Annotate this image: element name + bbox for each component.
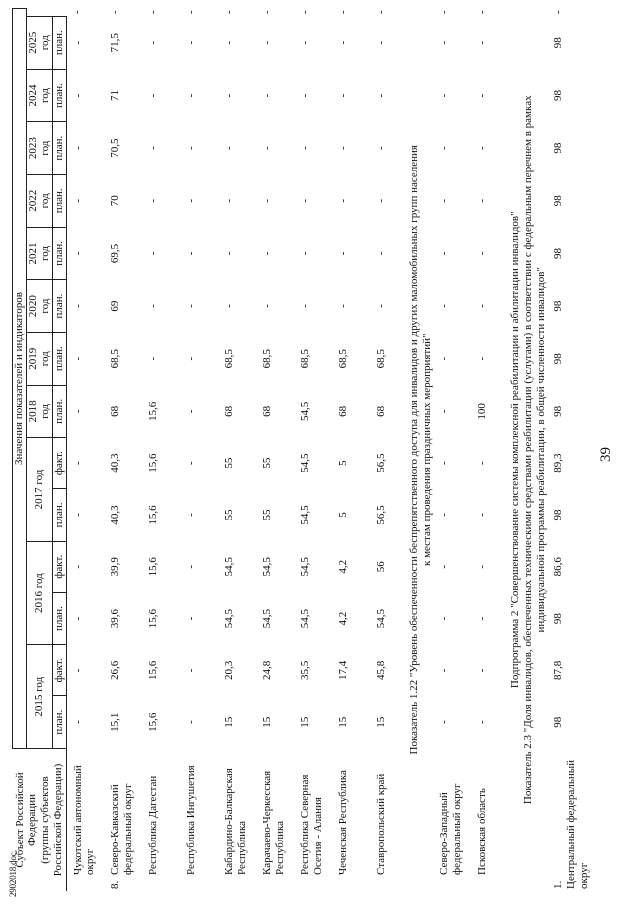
table-cell: 68,5: [299, 349, 312, 369]
table-cell: -: [438, 10, 451, 15]
table-cell: -: [185, 251, 198, 256]
table-cell: -: [438, 93, 451, 98]
header-year-num: 2023: [26, 137, 39, 160]
header-plan: план.: [52, 280, 66, 333]
table-cell: 68,5: [261, 349, 274, 369]
table-cell: 87,8: [552, 660, 565, 680]
table-row: [218, 9, 256, 892]
row-label-line: Республика: [273, 820, 286, 875]
row-label-text: [147, 776, 160, 875]
table-cell: -: [71, 198, 84, 203]
table-cell: -: [147, 146, 160, 150]
table-cell: 15,6: [147, 712, 160, 732]
table-row: [433, 9, 471, 892]
row-label-line: Центральный федеральный: [564, 759, 577, 889]
table-cell: 15,1: [109, 712, 122, 732]
table-cell: -: [71, 304, 84, 308]
table-cell: -: [476, 461, 489, 465]
table-cell: -: [147, 198, 160, 203]
table-cell: -: [261, 40, 274, 45]
table-cell: 98: [552, 195, 565, 207]
header-year-2020: [26, 280, 52, 333]
indicator-1-22: [408, 9, 433, 892]
header-year-word: год: [39, 298, 52, 314]
table-cell: -: [476, 564, 489, 569]
table-cell: -: [223, 93, 236, 98]
table-cell: 68,5: [109, 349, 122, 369]
table-cell: -: [147, 356, 160, 361]
table-cell: 5: [337, 460, 350, 466]
row-label: [471, 749, 509, 892]
table-cell: -: [185, 146, 198, 150]
table-cell: 15: [375, 716, 388, 728]
table-cell: -: [185, 720, 198, 725]
table-cell: -: [299, 146, 312, 150]
table-cell: 55: [261, 509, 274, 521]
header-subject-line: Российской Федерации): [51, 763, 64, 877]
row-label-text: [438, 784, 463, 875]
row-label-text: [109, 784, 134, 875]
table-cell: 54,5: [299, 505, 312, 525]
row-label-text: [185, 765, 198, 875]
indicators-table: [12, 8, 590, 891]
header-plan: план.: [52, 122, 66, 175]
header-year-2019: [26, 332, 52, 385]
table-cell: 98: [552, 37, 565, 49]
header-year-2022: [26, 174, 52, 227]
table-cell: -: [375, 93, 388, 98]
table-cell: -: [261, 146, 274, 150]
table-row: [180, 9, 218, 892]
table-cell: -: [71, 40, 84, 45]
indicator-2-3-line: Показатель 2.3 "Доля инвалидов, обеспеченных техническими средствами реабилитации (услугами) в соответствии с федеральным перечнем в рамках: [521, 95, 534, 805]
header-subject: [13, 749, 67, 892]
table-cell: -: [185, 304, 198, 308]
table-cell: 35,5: [299, 660, 312, 680]
table-cell: -: [185, 513, 198, 517]
table-cell: 15,6: [147, 557, 160, 577]
row-label-text: [565, 760, 590, 889]
row-label: [256, 749, 294, 892]
table-cell: -: [476, 251, 489, 256]
header-year-word: год: [39, 403, 52, 419]
table-cell: -: [71, 564, 84, 569]
table-cell: 100: [476, 403, 489, 420]
row-label: [142, 749, 180, 892]
table-cell: -: [185, 616, 198, 621]
table-cell: 15: [223, 716, 236, 728]
header-year-word: год: [39, 193, 52, 209]
row-label-line: Республика Ингушетия: [185, 765, 198, 875]
table-cell: 4,2: [337, 611, 350, 626]
table-cell: -: [476, 304, 489, 308]
row-label-text: [261, 771, 286, 875]
table-cell: 68: [375, 405, 388, 417]
table-cell: -: [438, 146, 451, 150]
table-cell: 54,5: [299, 401, 312, 421]
header-year-word: год: [39, 35, 52, 51]
table-cell: 15,6: [147, 505, 160, 525]
indicator-2-3-text: [522, 9, 547, 892]
subprogram-2-line: Подпрограмма 2 "Совершенствование системы комплексной реабилитации и абилитации инвалидов": [509, 211, 522, 689]
table-cell: 98: [552, 247, 565, 259]
header-year-num: 2025: [26, 31, 39, 54]
indicator-1-22-text: [408, 9, 433, 892]
table-cell: -: [337, 198, 350, 203]
row-label: [104, 749, 142, 892]
table-cell: -: [476, 668, 489, 673]
table-row: [104, 9, 142, 892]
header-year-word: год: [39, 351, 52, 367]
table-cell: 15,6: [147, 401, 160, 421]
row-label-line: округ: [577, 862, 590, 889]
table-cell: -: [185, 461, 198, 465]
row-label-text: [476, 788, 489, 875]
row-label: [370, 749, 408, 892]
table-cell: 26,6: [109, 660, 122, 680]
row-label-line: федеральный округ: [450, 783, 463, 875]
header-fact: факт.: [52, 438, 66, 489]
row-label: [294, 749, 332, 892]
header-year-2017: 2017 год: [26, 438, 52, 542]
header-year-num: 2024: [26, 84, 39, 107]
table-cell: -: [438, 409, 451, 414]
table-cell: 69,5: [109, 243, 122, 264]
table-cell: 56,5: [375, 453, 388, 473]
row-label-text: [223, 768, 248, 875]
table-row: [370, 9, 408, 892]
table-cell: -: [476, 356, 489, 361]
table-cell: 54,5: [299, 608, 312, 629]
table-cell: 69: [109, 300, 122, 312]
header-plan: план.: [52, 69, 66, 122]
row-label-line: Псковская область: [476, 788, 489, 875]
table-cell: -: [476, 616, 489, 621]
header-year-2021: [26, 227, 52, 280]
header-plan: план.: [52, 696, 66, 749]
table-cell: 20,3: [223, 660, 236, 680]
table-cell: -: [223, 40, 236, 45]
table-cell: 15: [337, 716, 350, 728]
table-cell: -: [438, 356, 451, 361]
table-cell: -: [71, 513, 84, 517]
table-cell: -: [261, 251, 274, 256]
table-cell: -: [71, 616, 84, 621]
row-label-line: Осетия - Алания: [311, 797, 324, 875]
table-cell: -: [476, 10, 489, 15]
table-cell: -: [71, 93, 84, 98]
row-label: [433, 749, 471, 892]
header-year-num: 2022: [26, 189, 39, 212]
table-row: [332, 9, 370, 892]
header-plan: план.: [52, 227, 66, 280]
table-cell: -: [71, 356, 84, 361]
table-cell: 89,3: [552, 453, 565, 473]
header-values-title: Значения показателей и индикаторов: [13, 9, 27, 749]
table-cell: -: [299, 40, 312, 45]
table-cell: -: [185, 40, 198, 45]
header-fact: факт.: [52, 645, 66, 696]
table-cell: 55: [223, 509, 236, 521]
footer-filename: 2902018.doc: [8, 852, 18, 897]
table-row: [294, 9, 332, 892]
header-year-2024: [26, 69, 52, 122]
row-label: [180, 749, 218, 892]
table-cell: -: [261, 93, 274, 98]
table-cell: 54,5: [223, 608, 236, 629]
table-cell: -: [185, 668, 198, 673]
table-cell: -: [185, 409, 198, 414]
table-cell: -: [261, 304, 274, 308]
table-cell: -: [261, 10, 274, 15]
table-cell: -: [438, 304, 451, 308]
table-cell: -: [438, 40, 451, 45]
header-year-word: год: [39, 140, 52, 156]
table-cell: -: [223, 10, 236, 15]
table-cell: -: [223, 304, 236, 308]
table-cell: -: [438, 668, 451, 673]
table-row: [256, 9, 294, 892]
table-row: [547, 9, 590, 892]
row-label-line: Северо-Кавказский: [109, 784, 122, 875]
table-cell: -: [552, 10, 565, 15]
row-label-text: [72, 765, 97, 875]
table-cell: 55: [261, 457, 274, 469]
header-row-1: [13, 9, 27, 892]
table-row: [66, 9, 104, 892]
header-plan: план.: [52, 385, 66, 438]
table-cell: 98: [552, 716, 565, 728]
table-cell: 98: [552, 613, 565, 625]
table-cell: -: [147, 10, 160, 15]
table-cell: 68: [261, 405, 274, 417]
row-label: [332, 749, 370, 892]
table-cell: -: [185, 93, 198, 98]
table-cell: -: [147, 251, 160, 256]
table-cell: -: [375, 251, 388, 256]
header-year-2025: [26, 16, 52, 69]
table-cell: 98: [552, 300, 565, 312]
table-cell: -: [337, 93, 350, 98]
row-label-line: Республика Северная: [299, 774, 312, 875]
table-cell: -: [438, 513, 451, 517]
table-cell: 68: [223, 405, 236, 417]
table-cell: 15,6: [147, 660, 160, 680]
header-plan: план.: [52, 16, 66, 69]
table-cell: -: [185, 564, 198, 569]
table-cell: -: [438, 616, 451, 621]
table-cell: -: [476, 513, 489, 517]
row-label-line: Карачаево-Черкесская: [261, 770, 274, 875]
table-cell: -: [109, 10, 122, 15]
table-cell: 5: [337, 512, 350, 518]
table-cell: -: [71, 668, 84, 673]
header-plan: план.: [52, 592, 66, 645]
table-cell: -: [337, 251, 350, 256]
table-cell: 56,5: [375, 505, 388, 525]
page-number: 39: [598, 447, 614, 462]
table-cell: 71,5: [109, 33, 122, 53]
subprogram-2: [509, 9, 522, 892]
table-cell: 98: [552, 90, 565, 102]
table-cell: -: [71, 146, 84, 150]
header-year-2023: [26, 122, 52, 175]
table-cell: -: [476, 93, 489, 98]
table-cell: -: [71, 409, 84, 414]
table-cell: 17,4: [337, 660, 350, 680]
table-cell: -: [147, 304, 160, 308]
row-label-text: [337, 770, 350, 875]
table-cell: -: [476, 40, 489, 45]
row-label: [547, 749, 590, 892]
table-cell: -: [375, 198, 388, 203]
table-cell: 71: [109, 90, 122, 102]
row-label-text: [375, 774, 388, 875]
header-year-num: 2020: [26, 295, 39, 318]
table-cell: -: [185, 356, 198, 361]
table-cell: -: [375, 40, 388, 45]
table-cell: -: [223, 198, 236, 203]
table-cell: -: [185, 198, 198, 203]
table-cell: -: [476, 146, 489, 150]
table-cell: -: [223, 251, 236, 256]
table-cell: 24,8: [261, 660, 274, 680]
header-subject-line: (группы субъектов: [39, 776, 52, 864]
table-cell: -: [299, 93, 312, 98]
table-cell: -: [185, 10, 198, 15]
row-label-line: Северо-Западный: [438, 792, 451, 875]
table-cell: 54,5: [261, 557, 274, 577]
table-cell: -: [337, 146, 350, 150]
table-cell: 54,5: [299, 557, 312, 577]
table-cell: -: [147, 40, 160, 45]
table-cell: 98: [552, 142, 565, 154]
table-cell: -: [337, 40, 350, 45]
table-cell: -: [71, 251, 84, 256]
table-cell: -: [147, 93, 160, 98]
table-cell: 15,6: [147, 608, 160, 629]
row-label: [218, 749, 256, 892]
table-cell: 54,5: [375, 608, 388, 629]
table-cell: 40,3: [109, 453, 122, 473]
table-cell: -: [337, 10, 350, 15]
table-cell: 40,3: [109, 505, 122, 525]
table-cell: -: [375, 146, 388, 150]
table-cell: -: [438, 461, 451, 465]
table-cell: -: [71, 10, 84, 15]
table-cell: 4,2: [337, 559, 350, 574]
table-cell: -: [299, 304, 312, 308]
table-row: [142, 9, 180, 892]
header-plan: план.: [52, 174, 66, 227]
table-cell: 70,5: [109, 138, 122, 158]
table-cell: -: [476, 720, 489, 725]
table-cell: 70: [109, 195, 122, 207]
table-cell: -: [299, 198, 312, 203]
header-year-num: 2021: [26, 242, 39, 265]
table-cell: 98: [552, 405, 565, 417]
table-cell: -: [476, 198, 489, 203]
header-subject-line: Субъект Российской Федерации: [13, 772, 39, 868]
table-cell: -: [438, 198, 451, 203]
row-label-line: Республика: [235, 820, 248, 875]
table-cell: 39,6: [109, 608, 122, 629]
indicator-2-3: [522, 9, 547, 892]
table-cell: 54,5: [299, 453, 312, 473]
table-cell: 68,5: [337, 349, 350, 369]
table-row: [471, 9, 509, 892]
row-label-line: Чукотский автономный: [71, 765, 84, 875]
subprogram-2-text: [509, 9, 522, 892]
header-year-2015: 2015 год: [26, 645, 52, 749]
header-plan: план.: [52, 332, 66, 385]
row-label-line: округ: [84, 848, 97, 875]
indicator-2-3-line: индивидуальной программы реабилитации, в общей численности инвалидов": [534, 267, 547, 633]
table-cell: -: [438, 564, 451, 569]
table-cell: 98: [552, 353, 565, 365]
table-cell: -: [337, 304, 350, 308]
row-label-text: [299, 775, 324, 875]
row-label-line: Республика Дагестан: [147, 775, 160, 875]
table-cell: -: [261, 198, 274, 203]
header-year-word: год: [39, 88, 52, 104]
row-label: [66, 749, 104, 892]
table-cell: -: [71, 461, 84, 465]
table-cell: -: [299, 251, 312, 256]
table-cell: -: [438, 720, 451, 725]
table-cell: 15: [299, 716, 312, 728]
row-label-line: Ставропольский край: [375, 773, 388, 875]
table-cell: -: [223, 146, 236, 150]
table-cell: -: [375, 304, 388, 308]
table-cell: 56: [375, 561, 388, 573]
table-cell: 98: [552, 509, 565, 521]
header-year-num: 2019: [26, 347, 39, 370]
row-label-line: федеральный округ: [121, 783, 134, 875]
row-label-line: Чеченская Республика: [337, 770, 350, 875]
table-cell: 54,5: [261, 608, 274, 629]
header-year-2018: [26, 385, 52, 438]
indicator-1-22-line: Показатель 1.22 "Уровень обеспеченности беспрепятственного доступа для инвалидов и других маломобильных групп населения: [408, 145, 421, 755]
table-cell: 54,5: [223, 557, 236, 577]
table-cell: 39,9: [109, 557, 122, 577]
table-cell: -: [299, 10, 312, 15]
row-label-line: Кабардино-Балкарская: [223, 768, 236, 875]
table-cell: 15,6: [147, 453, 160, 473]
table-cell: 68,5: [375, 349, 388, 369]
indicator-1-22-line: к местам проведения праздничных мероприятий": [420, 333, 433, 567]
header-fact: факт.: [52, 541, 66, 592]
header-year-num: 2018: [26, 400, 39, 423]
table-cell: 55: [223, 457, 236, 469]
table-cell: 68,5: [223, 349, 236, 369]
row-number: 8.: [109, 880, 122, 889]
table-cell: -: [71, 720, 84, 725]
header-year-word: год: [39, 245, 52, 261]
table-cell: 45,8: [375, 660, 388, 680]
table-cell: 86,6: [552, 557, 565, 577]
row-number: 1.: [552, 880, 565, 889]
table-cell: -: [375, 10, 388, 15]
table-cell: 68: [337, 405, 350, 417]
table-cell: 68: [109, 405, 122, 417]
table-cell: 15: [261, 716, 274, 728]
header-plan: план.: [52, 489, 66, 542]
table-cell: -: [438, 251, 451, 256]
header-year-2016: 2016 год: [26, 541, 52, 645]
